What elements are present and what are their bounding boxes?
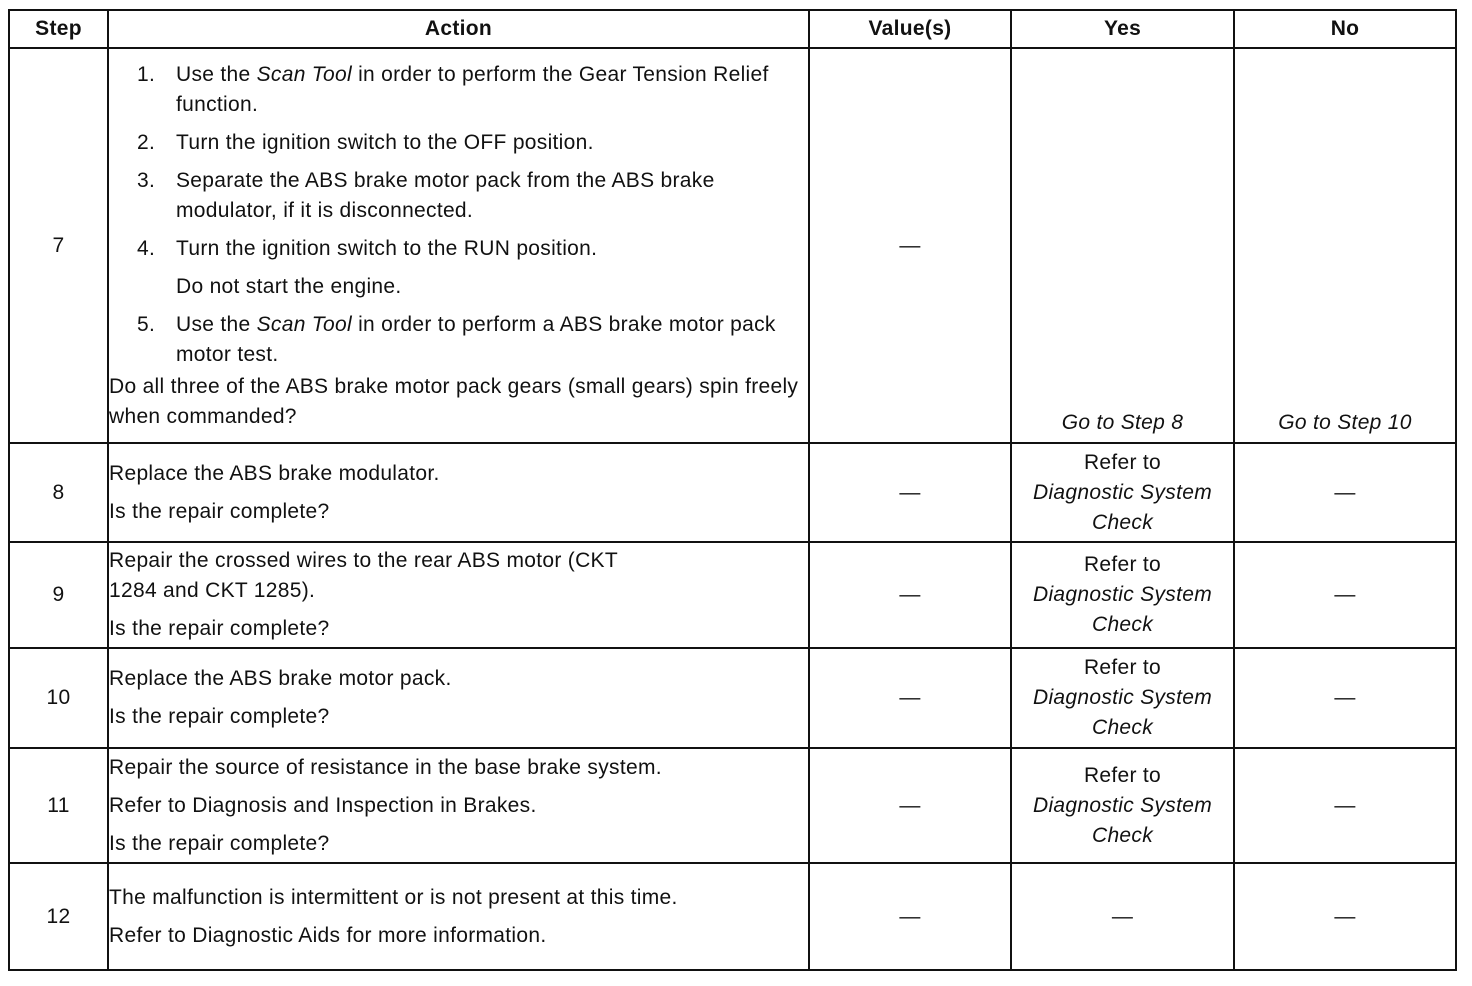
item-text: Turn the ignition switch to the RUN position. [176,236,598,260]
value-cell: — [809,443,1011,542]
refer-to-text: Refer to [1083,553,1162,576]
action-cell [108,48,809,443]
action-line: Refer to Diagnosis and Inspection in Brakes. [109,793,537,817]
item-number: 2. [137,130,156,154]
scan-tool-term: Scan Tool [256,312,352,336]
refer-to-text: Refer to [1083,763,1162,787]
action-line: Refer to Diagnostic Aids for more information. [109,923,547,947]
procedure-item [109,60,808,120]
action-cell [108,648,809,748]
step-number: 8 [9,443,108,542]
item-number: 5. [137,312,156,336]
step-number: 9 [9,542,108,648]
refer-to-text: Refer to [1083,656,1162,679]
no-cell: — [1234,542,1456,648]
item-text: in order to perform the Gear Tension Relief function. [176,62,769,116]
procedure-item [109,166,808,226]
table-row [9,443,1456,542]
value-cell: — [809,648,1011,748]
header-yes: Yes [1011,10,1234,48]
item-text: Use the [176,312,257,336]
step-number: 10 [9,648,108,748]
action-line: Repair the source of resistance in the base brake system. [109,755,662,779]
value-cell: — [809,48,1011,443]
action-line: The malfunction is intermittent or is not present at this time. [109,885,678,909]
yes-goto-link[interactable]: Go to Step 8 [1061,411,1184,434]
action-line: Is the repair complete? [109,831,330,855]
table-row [9,748,1456,863]
item-number: 1. [137,62,156,86]
header-row [9,10,1456,48]
no-goto-link[interactable]: Go to Step 10 [1278,411,1412,434]
diagnostic-system-check-link[interactable]: Diagnostic System Check [1033,480,1212,534]
action-line: Is the repair complete? [109,705,330,728]
no-cell: — [1234,748,1456,863]
step-number: 12 [9,863,108,970]
procedure-item [109,128,808,158]
procedure-item [109,310,808,370]
item-number: 3. [137,168,156,192]
no-cell: — [1234,863,1456,970]
action-cell [108,443,809,542]
table-row [9,863,1456,970]
diagnostic-system-check-link[interactable]: Diagnostic System Check [1033,686,1212,739]
table-row [9,542,1456,648]
diagnostic-system-check-link[interactable]: Diagnostic System Check [1033,583,1212,636]
scan-tool-term: Scan Tool [256,62,352,86]
yes-cell: — [1011,863,1234,970]
header-step: Step [9,10,108,48]
step-number: 11 [9,748,108,863]
action-line: Repair the crossed wires to the rear ABS motor (CKT 1284 and CKT 1285). [109,549,618,602]
item-subtext: Do not start the engine. [176,274,402,298]
yes-cell [1011,443,1234,542]
header-action: Action [108,10,809,48]
item-text: Turn the ignition switch to the OFF position. [176,130,594,154]
item-text: in order to perform a ABS brake motor pack motor test. [176,312,776,366]
action-line: Replace the ABS brake motor pack. [109,667,452,690]
diagnostic-system-check-link[interactable]: Diagnostic System Check [1033,793,1212,847]
value-cell: — [809,863,1011,970]
header-values: Value(s) [809,10,1011,48]
refer-to-text: Refer to [1083,450,1162,474]
no-cell: — [1234,443,1456,542]
table-row [9,648,1456,748]
yes-cell [1011,48,1234,443]
action-line: Is the repair complete? [109,617,330,640]
yes-cell [1011,648,1234,748]
action-cell [108,542,809,648]
header-no: No [1234,10,1456,48]
step-number: 7 [9,48,108,443]
item-number: 4. [137,236,156,260]
yes-cell [1011,748,1234,863]
no-cell [1234,48,1456,443]
table-row [9,48,1456,443]
action-line: Replace the ABS brake modulator. [109,461,440,485]
procedure-item [109,234,808,302]
item-text: Separate the ABS brake motor pack from the ABS brake modulator, if it is disconnected. [176,168,715,222]
action-cell [108,748,809,863]
diagnostic-table [8,9,1457,971]
item-text: Use the [176,62,257,86]
value-cell: — [809,748,1011,863]
action-line: Is the repair complete? [109,499,330,523]
procedure-list [109,60,808,370]
no-cell: — [1234,648,1456,748]
action-cell [108,863,809,970]
value-cell: — [809,542,1011,648]
question-text: Do all three of the ABS brake motor pack gears (small gears) spin freely when commanded? [109,374,799,428]
yes-cell [1011,542,1234,648]
